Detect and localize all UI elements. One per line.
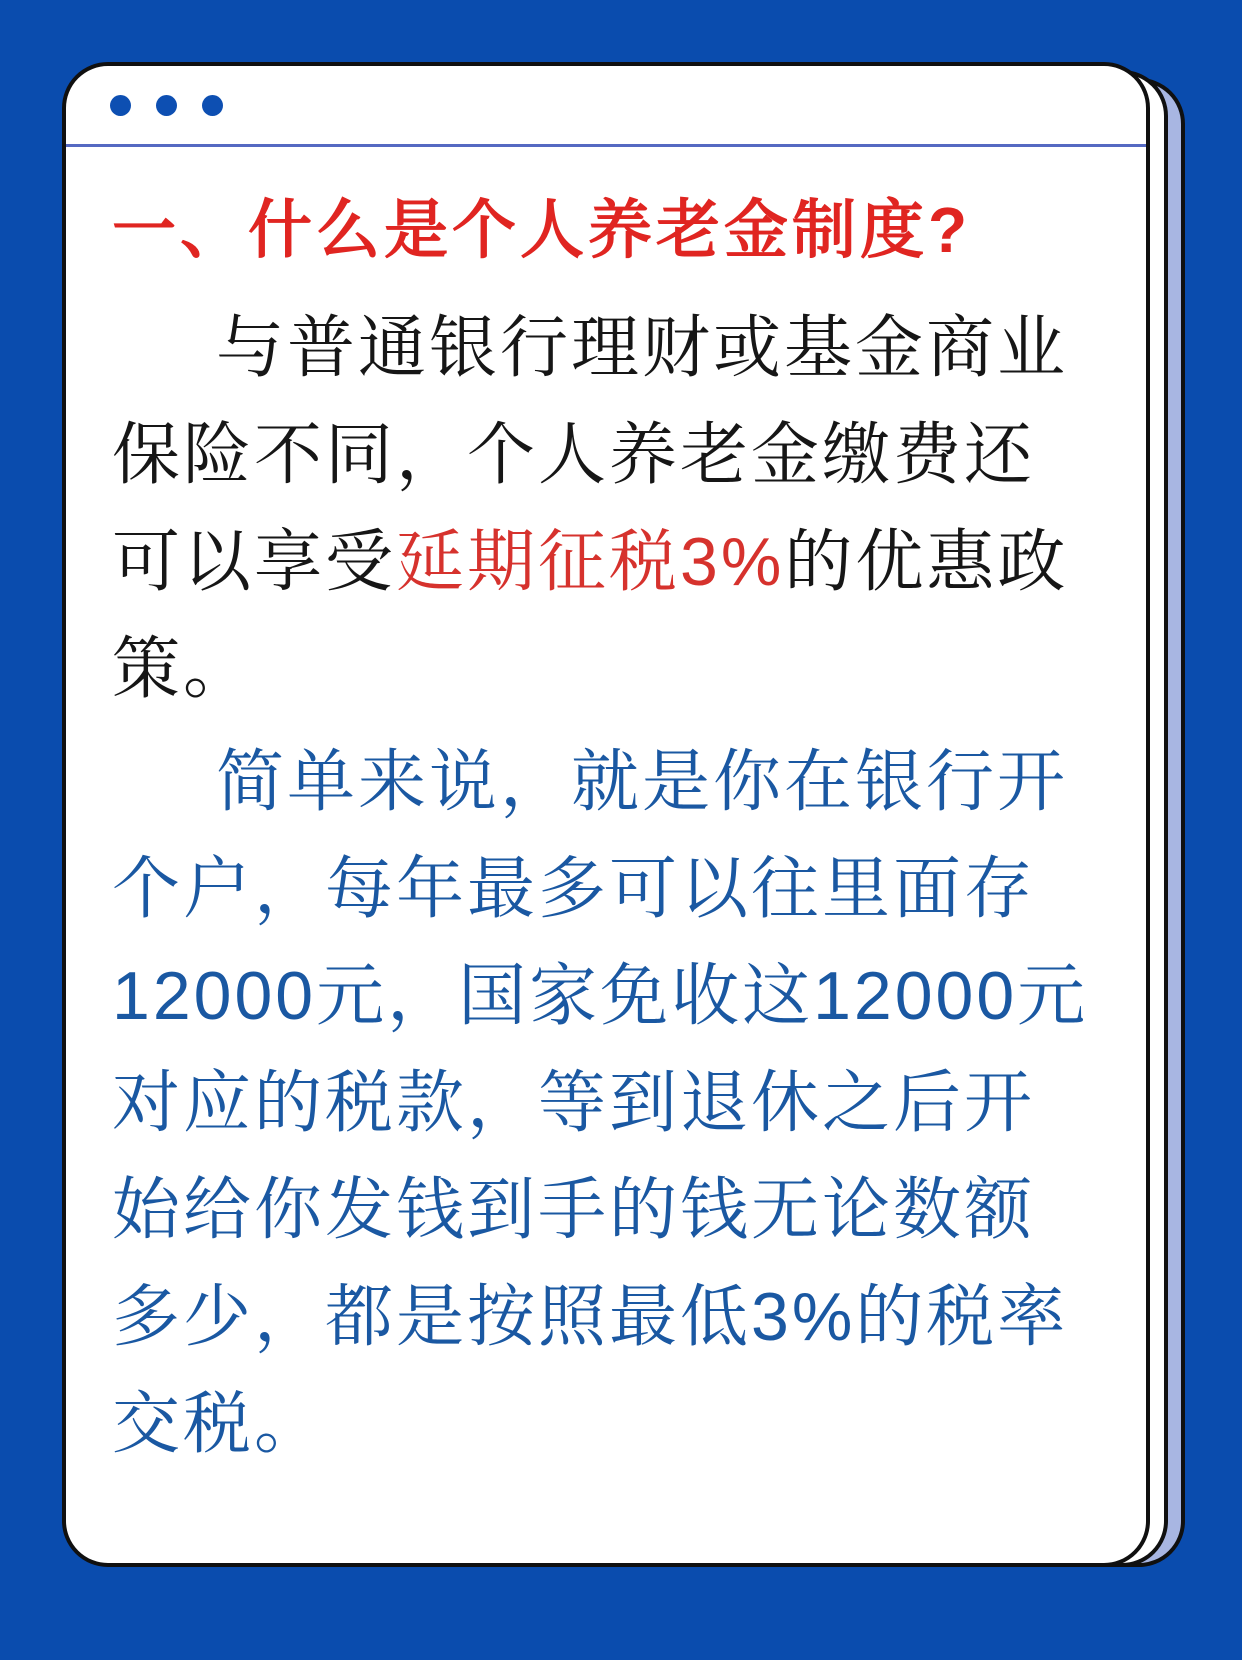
text-line: [112, 1264, 1106, 1371]
paragraph-definition: [112, 295, 1106, 723]
text-segment: 与普通银行理财或基金商业: [216, 310, 1069, 386]
text-segment: 可以享受: [112, 524, 397, 600]
text-segment: 的优惠政: [784, 524, 1069, 600]
text-segment: 保险不同，个人养老金缴费还: [112, 417, 1036, 493]
text-line: [112, 616, 1106, 723]
content-card: [62, 62, 1150, 1567]
text-segment: 对应的税款，等到退休之后开: [112, 1065, 1036, 1141]
text-segment: 交税。: [112, 1386, 326, 1462]
text-segment: 始给你发钱到手的钱无论数额: [112, 1172, 1036, 1248]
text-line: [112, 943, 1106, 1050]
text-segment: 12000元，国家免收这12000元: [112, 958, 1089, 1034]
text-line: [112, 402, 1106, 509]
window-dot-icon: [156, 95, 177, 116]
text-line: [112, 1050, 1106, 1157]
text-line: [112, 295, 1106, 402]
text-segment: 策。: [112, 631, 255, 707]
article-content: [66, 191, 1146, 1478]
article-body: [112, 295, 1106, 1478]
text-line: [112, 1157, 1106, 1264]
text-segment: 多少，都是按照最低3%的税率: [112, 1279, 1069, 1355]
text-segment: 延期征税3%: [396, 524, 785, 600]
text-line: [112, 836, 1106, 943]
text-segment: 简单来说，就是你在银行开: [216, 744, 1069, 820]
titlebar-divider: [66, 144, 1146, 147]
text-line: [112, 509, 1106, 616]
section-heading: 一、什么是个人养老金制度?: [112, 194, 972, 266]
window-dot-icon: [110, 95, 131, 116]
text-line: [112, 729, 1106, 836]
window-dot-icon: [202, 95, 223, 116]
paragraph-explanation: [112, 729, 1106, 1478]
text-segment: 个户，每年最多可以往里面存: [112, 851, 1036, 927]
text-line: [112, 1371, 1106, 1478]
window-titlebar: [66, 66, 1146, 144]
